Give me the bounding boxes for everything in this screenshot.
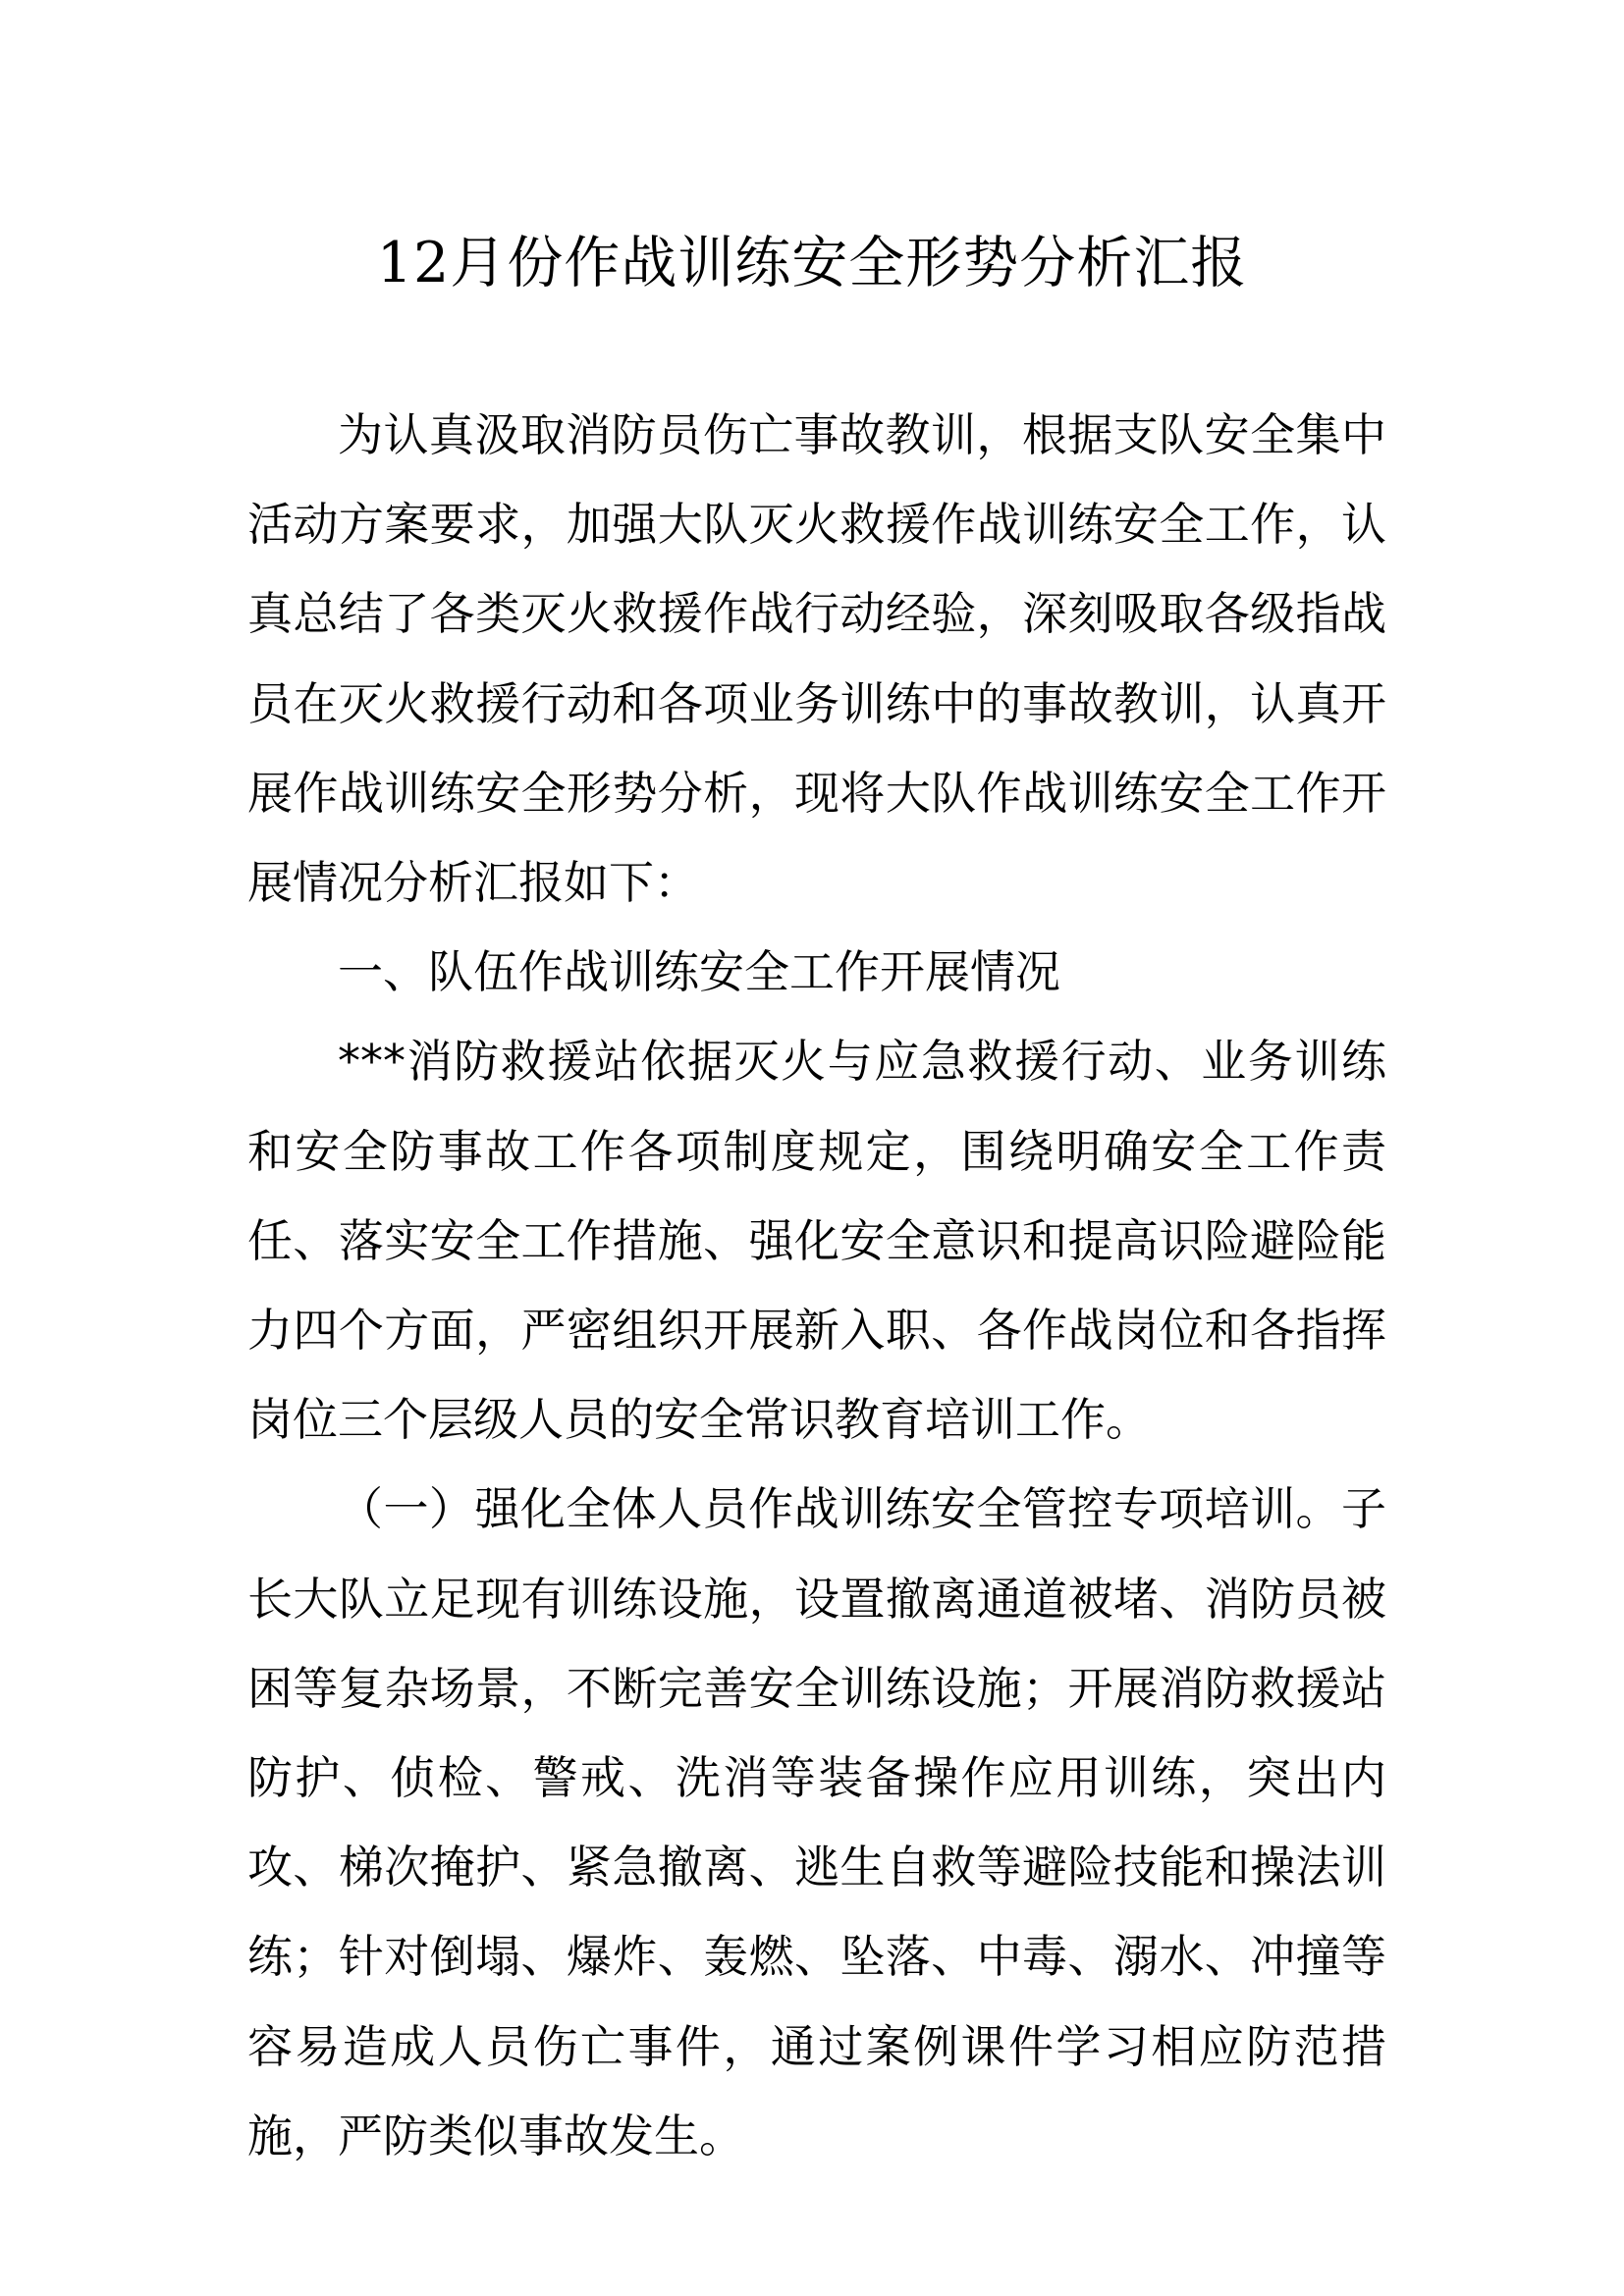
- document-title: 12月份作战训练安全形势分析汇报: [376, 231, 1248, 295]
- paragraph-overview: ***消防救援站依据灭火与应急救援行动、业务训练和安全防事故工作各项制度规定，围绕明确安全工作责任、落实安全工作措施、强化安全意识和提高识险避险能力四个方面，严密组织开展新入职、各作战岗位和各指挥岗位三个层级人员的安全常识教育培训工作。: [247, 1035, 1386, 1447]
- section-heading: 一、队伍作战训练安全工作开展情况: [338, 945, 1060, 999]
- document-body: [247, 391, 1386, 2181]
- paragraph-intro: 为认真汲取消防员伤亡事故教训，根据支队安全集中活动方案要求，加强大队灭火救援作战训练安全工作，认真总结了各类灭火救援作战行动经验，深刻吸取各级指战员在灭火救援行动和各项业务训练中的事故教训，认真开展作战训练安全形势分析，现将大队作战训练安全工作开展情况分析汇报如下：: [247, 408, 1386, 910]
- paragraph-subsection-1: （一）强化全体人员作战训练安全管控专项培训。子长大队立足现有训练设施，设置撤离通道被堵、消防员被困等复杂场景，不断完善安全训练设施；开展消防救援站防护、侦检、警戒、洗消等装备操作应用训练，突出内攻、梯次掩护、紧急撤离、逃生自救等避险技能和操法训练；针对倒塌、爆炸、轰燃、坠落、中毒、溺水、冲撞等容易造成人员伤亡事件，通过案例课件学习相应防范措施，严防类似事故发生。: [247, 1482, 1386, 2163]
